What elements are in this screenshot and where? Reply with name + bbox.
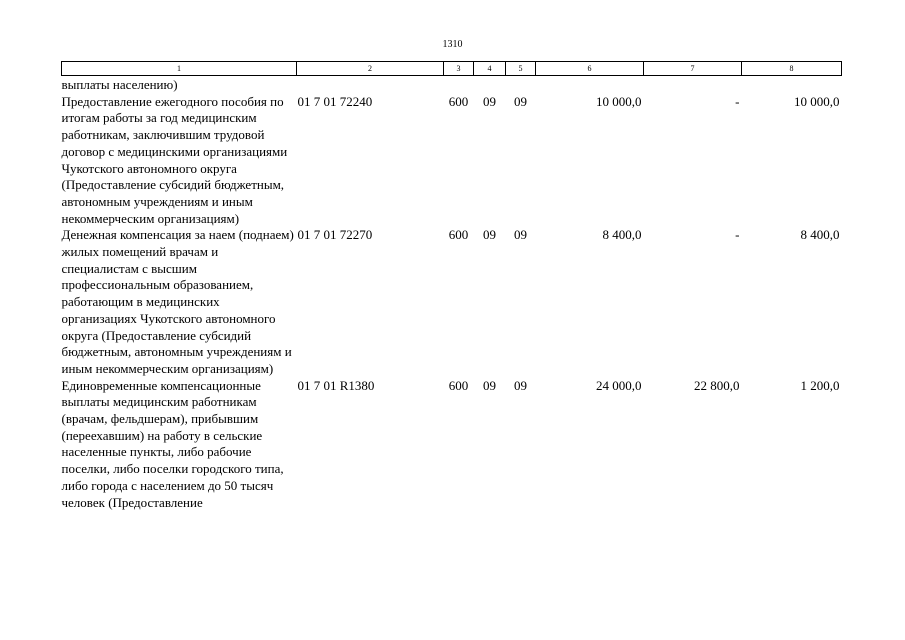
- row-value: [506, 76, 536, 94]
- row-value: [474, 76, 506, 94]
- row-value: 09: [514, 377, 527, 393]
- row-amount: [536, 76, 644, 94]
- row-value: 09: [483, 377, 496, 393]
- column-header: 5: [506, 62, 536, 76]
- row-amount: 1 200,0: [800, 377, 840, 393]
- row-amount: 8 400,0: [800, 227, 840, 243]
- column-header: 7: [644, 62, 742, 76]
- row-value: 600: [448, 93, 469, 109]
- table-row: [62, 94, 842, 228]
- row-amount: [644, 76, 742, 94]
- row-code: [297, 76, 444, 94]
- column-header: 3: [444, 62, 474, 76]
- row-amount: [742, 76, 842, 94]
- row-value: [444, 76, 474, 94]
- table-row: [62, 227, 842, 377]
- row-amount: 10 000,0: [596, 93, 642, 109]
- page-number: 1310: [442, 39, 463, 50]
- row-amount: 8 400,0: [602, 227, 642, 243]
- budget-table: [61, 61, 842, 511]
- column-header: 2: [297, 62, 444, 76]
- row-amount: 10 000,0: [794, 93, 840, 109]
- column-header: 6: [536, 62, 644, 76]
- table-row: [62, 378, 842, 512]
- row-value: 09: [514, 93, 527, 109]
- row-amount: -: [735, 93, 740, 109]
- row-description: Денежная компенсация за наем (поднаем) жилых помещений врачам и специалистам с высшим профессиональным образованием, работающим в медицинских организациях Чукотского автономного округа (Предоставление субсидий бюджетным, автономным учреждениям и иным некоммерческим организациям): [61, 227, 294, 376]
- row-description: Единовременные компенсационные выплаты медицинским работникам (врачам, фельдшерам), прибывшим (переехавшим) на работу в сельские населенные пункты, либо рабочие поселки, либо поселки городского типа, либо города с населением до 50 тысяч человек (Предоставление: [61, 377, 284, 510]
- row-amount: -: [735, 227, 740, 243]
- row-code: 01 7 01 72270: [297, 227, 373, 243]
- row-value: 09: [514, 227, 527, 243]
- row-value: 09: [483, 227, 496, 243]
- column-header: 4: [474, 62, 506, 76]
- row-value: 600: [448, 227, 469, 243]
- row-value: 600: [448, 377, 469, 393]
- row-code: 01 7 01 72240: [297, 93, 373, 109]
- table-header-row: [62, 62, 842, 76]
- row-amount: 22 800,0: [694, 377, 740, 393]
- row-description: Предоставление ежегодного пособия по итогам работы за год медицинским работникам, заключившим трудовой договор с медицинскими организациями Чукотского автономного округа (Предоставление субсидий бюджетным, автономным учреждениям и иным некоммерческим организациям): [61, 93, 288, 226]
- column-header: 1: [62, 62, 297, 76]
- table-row: [62, 76, 842, 94]
- row-value: 09: [483, 93, 496, 109]
- row-amount: 24 000,0: [596, 377, 642, 393]
- column-header: 8: [742, 62, 842, 76]
- row-code: 01 7 01 R1380: [297, 377, 375, 393]
- row-description: выплаты населению): [61, 77, 178, 92]
